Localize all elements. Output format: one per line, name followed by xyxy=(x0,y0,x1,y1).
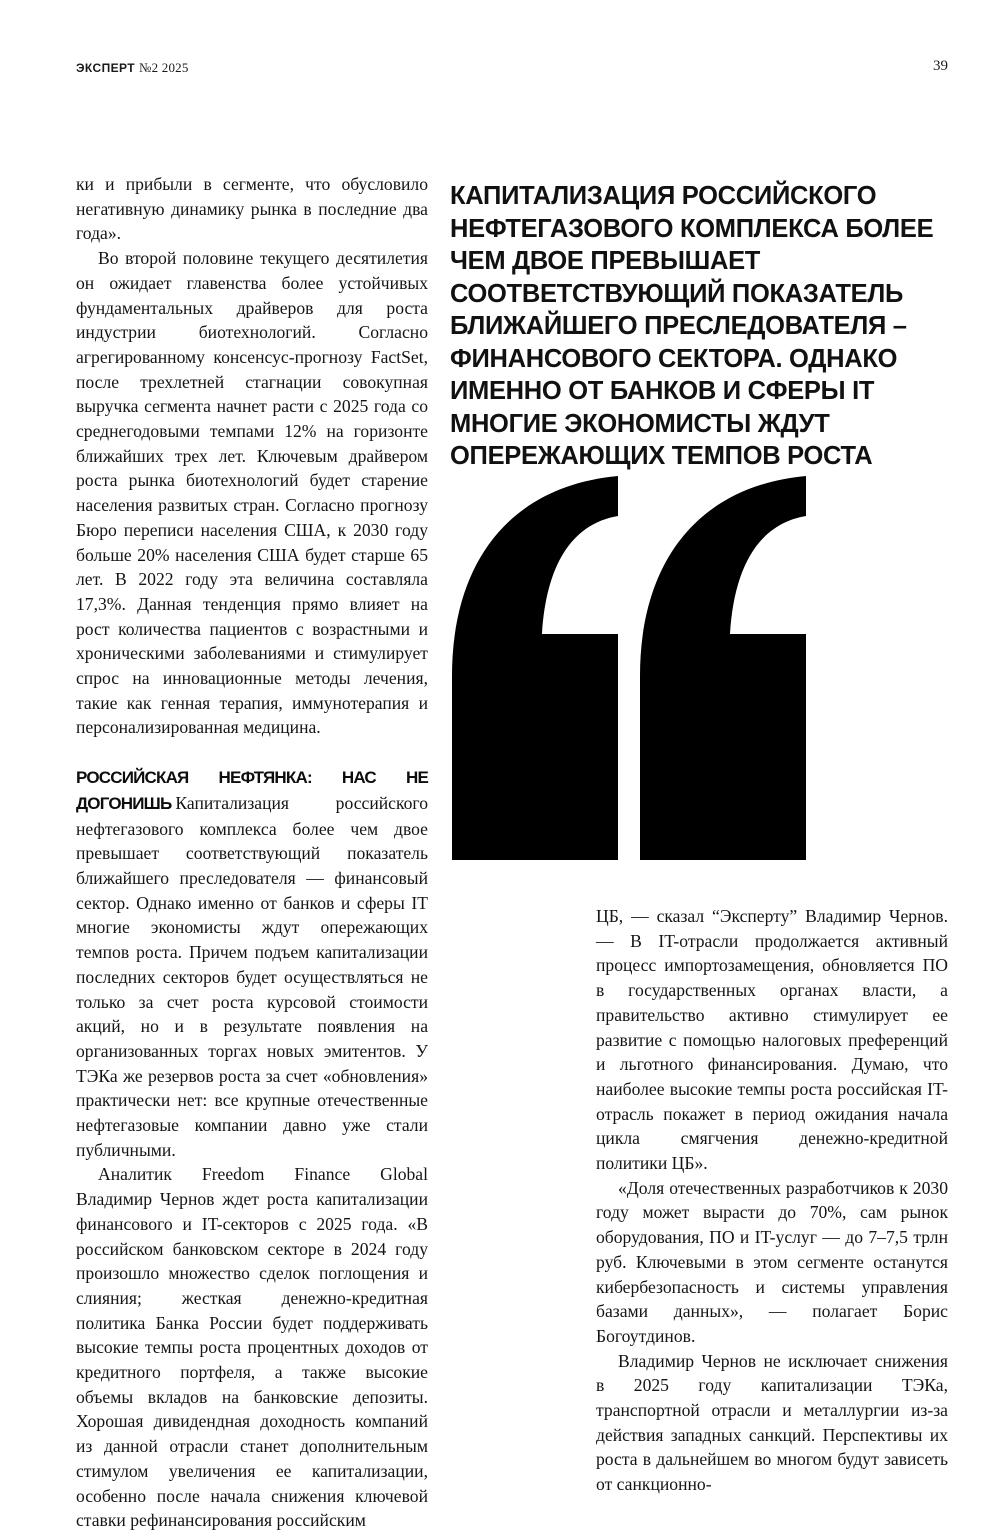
left-paragraph-4: Аналитик Freedom Finance Global Владимир Чернов ждет роста капитализации финансового и IT-секторов с 2025 года. «В российском банковском секторе в 2024 году произошло множество сделок поглощения и слияния; жесткая денежно-кредитная политика Банка России будет поддерживать высокие темпы роста процентных доходов от кредитного портфеля, а также высокие объемы вкладов на банковские депозиты. Хорошая дивидендная доходность компаний из данной отрасли станет дополнительным стимулом увеличения ее капитализации, особенно после начала снижения ключевой ставки рефинансирования российским xyxy=(76,1164,428,1531)
right-paragraph-1: ЦБ, — сказал “Эксперту” Владимир Чернов. — В IT-отрасли продолжается активный процесс импортозамещения, обновляется ПО в государственных органах власти, а правительство активно стимулирует ее развитие с помощью налоговых преференций и льготного финансирования. Думаю, что наиболее высокие темпы роста российская IT-отрасль покажет в период ожидания начала цикла смягчения денежно-кредитной политики ЦБ». xyxy=(596,906,948,1174)
section-heading: РОССИЙСКАЯ НЕФТЯНКА: НАС НЕ ДОГОНИШЬ xyxy=(76,768,428,813)
right-paragraph-2: «Доля отечественных разработчиков к 2030 году может вырасти до 70%, сам рынок оборудования, ПО и IT-услуг — до 7–7,5 трлн руб. Ключевыми в этом сегменте останутся кибербезопасность и системы управления базами данных», — полагает Борис Богоутдинов. xyxy=(596,1177,948,1346)
magazine-name: ЭКСПЕРТ xyxy=(76,61,135,75)
running-head xyxy=(76,60,189,76)
quote-mark-right-glyph xyxy=(640,476,806,860)
left-text-column xyxy=(76,172,428,1533)
pull-quote: КАПИТАЛИЗАЦИЯ РОССИЙСКОГО НЕФТЕГАЗОВОГО КОМПЛЕКСА БОЛЕЕ ЧЕМ ДВОЕ ПРЕВЫШАЕТ СООТВЕТСТВУЮЩИЙ ПОКАЗАТЕЛЬ БЛИЖАЙШЕГО ПРЕСЛЕДОВАТЕЛЯ – ФИНАНСОВОГО СЕКТОРА. ОДНАКО ИМЕННО ОТ БАНКОВ И СФЕРЫ IT МНОГИЕ ЭКОНОМИСТЫ ЖДУТ ОПЕРЕЖАЮЩИХ ТЕМПОВ РОСТА xyxy=(450,182,934,470)
quote-mark-left-glyph xyxy=(452,476,618,860)
right-text-column xyxy=(596,904,948,1497)
left-paragraph-3-text: Капитализация российского нефтегазового комплекса более чем двое превышает соответствующий показатель ближайшего преследователя — финансовый сектор. Однако именно от банков и сферы IT многие экономисты ждут опережающих темпов роста. Причем подъем капитализации последних секторов будет осуществляться не только за счет роста курсовой стоимости акций, но и в результате появления на организованных торгах новых эмитентов. У ТЭКа же резервов роста за счет «обновления» практически нет: все крупные отечественные нефтегазовые компании давно уже стали публичными. xyxy=(76,792,428,1160)
left-paragraph-1: ки и прибыли в сегменте, что обусловило негативную динамику рынка в последние два года». xyxy=(76,174,428,244)
right-paragraph-3: Владимир Чернов не исключает снижения в 2025 году капитализации ТЭКа, транспортной отрасли и металлургии из-за действия западных санкций. Перспективы их роста в дальнейшем во многом будут зависеть от санкционно- xyxy=(596,1350,948,1495)
page-number: 39 xyxy=(933,58,948,74)
left-paragraph-2: Во второй половине текущего десятилетия он ожидает главенства более устойчивых фундаментальных драйверов для роста индустрии биотехнологий. Согласно агрегированному консенсус-прогнозу FactSet, после трехлетней стагнации совокупная выручка сегмента начнет расти с 2025 года со среднегодовыми темпами 12% на горизонте ближайших трех лет. Ключевым драйвером роста рынка биотехнологий будет старение населения развитых стран. Согласно прогнозу Бюро переписи населения США, к 2030 году больше 20% населения США будет старше 65 лет. В 2022 году эта величина составляла 17,3%. Данная тенденция прямо влияет на рост количества пациентов с возрастными и хроническими заболеваниями и стимулирует спрос на инновационные методы лечения, такие как генная терапия, иммунотерапия и персонализированная медицина. xyxy=(76,248,428,738)
issue-number: №2 2025 xyxy=(138,60,189,75)
opening-quotation-mark-icon xyxy=(452,476,806,860)
left-paragraph-3 xyxy=(76,765,428,1162)
